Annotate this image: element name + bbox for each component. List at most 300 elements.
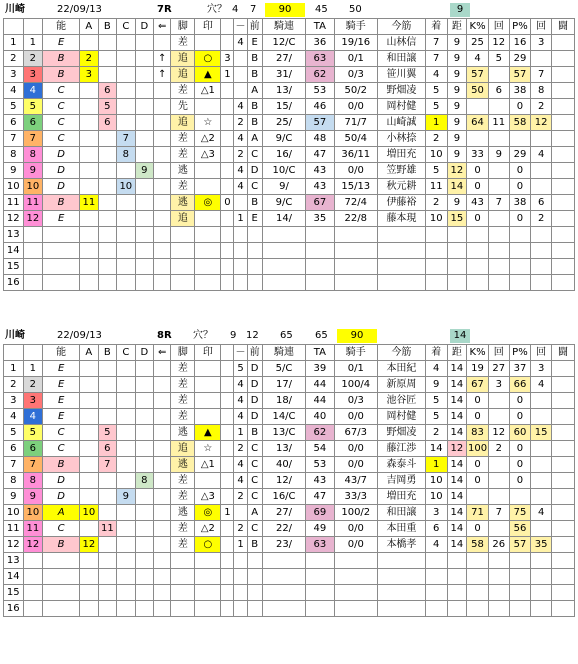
table-row: [4, 35, 575, 51]
cell-ml: [221, 275, 234, 291]
cell-mae: [247, 553, 262, 569]
cell-r1: [488, 473, 509, 489]
cell-kiren: [262, 585, 306, 601]
cell-kyori: [447, 585, 467, 601]
cell-ar: [154, 585, 171, 601]
cell-no: E: [43, 35, 80, 51]
cell-r1: 6: [488, 83, 509, 99]
cell-kiren: 12/C: [262, 35, 306, 51]
cell-to: [551, 409, 574, 425]
top-value-3: 50: [349, 4, 362, 15]
cell-ta: 57: [306, 115, 334, 131]
cell-m2: [234, 569, 247, 585]
cell-ta: 35: [306, 211, 334, 227]
cell-b: [98, 601, 116, 617]
cell-mark: [195, 35, 221, 51]
cell-ashi: 差: [171, 83, 195, 99]
cell-ashi: [171, 243, 195, 259]
cell-ar: [154, 227, 171, 243]
cell-ima: 岡村健: [378, 99, 426, 115]
cell-chaku: 5: [425, 409, 447, 425]
cell-ashi: [171, 259, 195, 275]
table-row: [4, 489, 575, 505]
cell-r1: [488, 99, 509, 115]
column-header: 騎手: [334, 345, 378, 361]
cell-d: [135, 409, 153, 425]
cell-mark: [195, 569, 221, 585]
cell-mark: △3: [195, 147, 221, 163]
cell-kiren: 15/: [262, 99, 306, 115]
cell-r2: [531, 163, 552, 179]
cell-d: [135, 425, 153, 441]
cell-r1: 5: [488, 51, 509, 67]
cell-ashi: [171, 601, 195, 617]
table-row: [4, 441, 575, 457]
cell-no: [43, 259, 80, 275]
cell-kishu: [334, 601, 378, 617]
cell-r2: [531, 601, 552, 617]
cell-c: [117, 227, 135, 243]
column-header: [221, 345, 234, 361]
cell-to: [551, 259, 574, 275]
cell-ta: 62: [306, 67, 334, 83]
cell-ml: [221, 259, 234, 275]
cell-w: [23, 569, 43, 585]
cell-r1: [488, 131, 509, 147]
cell-ashi: 逃: [171, 505, 195, 521]
cell-b: [98, 409, 116, 425]
cell-m2: 4: [234, 393, 247, 409]
cell-kishu: [334, 227, 378, 243]
cell-n: 16: [4, 275, 24, 291]
cell-c: [117, 259, 135, 275]
cell-ima: 野畑凌: [378, 83, 426, 99]
race-label: 7R: [157, 4, 172, 15]
table-row: [4, 147, 575, 163]
cell-ashi: 逃: [171, 457, 195, 473]
table-row: [4, 115, 575, 131]
cell-n: 4: [4, 409, 24, 425]
cell-chaku: [425, 601, 447, 617]
cell-k: 19: [467, 361, 489, 377]
cell-m2: 4: [234, 409, 247, 425]
ana-value-1: 4: [232, 4, 239, 15]
cell-kiren: [262, 569, 306, 585]
cell-k: 33: [467, 147, 489, 163]
cell-to: [551, 425, 574, 441]
cell-c: [117, 51, 135, 67]
ana-label: 穴？: [193, 330, 213, 341]
cell-d: [135, 553, 153, 569]
cell-c: [117, 243, 135, 259]
cell-ml: [221, 99, 234, 115]
cell-p: 29: [509, 147, 531, 163]
cell-k: 67: [467, 377, 489, 393]
cell-r1: [488, 569, 509, 585]
top-value-3: 90: [337, 329, 377, 343]
cell-n: 9: [4, 163, 24, 179]
cell-mark: [195, 211, 221, 227]
cell-kyori: 9: [447, 51, 467, 67]
cell-mae: C: [247, 457, 262, 473]
cell-w: 10: [23, 505, 43, 521]
cell-kiren: 13/C: [262, 425, 306, 441]
cell-a: 10: [80, 505, 98, 521]
cell-ashi: 差: [171, 489, 195, 505]
column-header: TA: [306, 19, 334, 35]
cell-mae: [247, 275, 262, 291]
table-row: [4, 51, 575, 67]
cell-k: 0: [467, 179, 489, 195]
cell-c: [117, 553, 135, 569]
cell-ar: [154, 147, 171, 163]
cell-ar: [154, 457, 171, 473]
cell-p: 0: [509, 409, 531, 425]
cell-ml: [221, 377, 234, 393]
cell-b: [98, 473, 116, 489]
cell-m2: 4: [234, 179, 247, 195]
cell-to: [551, 601, 574, 617]
cell-ml: [221, 361, 234, 377]
column-header: A: [80, 19, 98, 35]
column-header: [23, 19, 43, 35]
cell-k: [467, 569, 489, 585]
table-row: [4, 601, 575, 617]
cell-kishu: 36/11: [334, 147, 378, 163]
cell-b: [98, 51, 116, 67]
cell-ta: 47: [306, 489, 334, 505]
column-header: 騎連: [262, 345, 306, 361]
cell-ta: 46: [306, 99, 334, 115]
cell-d: [135, 243, 153, 259]
cell-n: 5: [4, 425, 24, 441]
race-header: [3, 2, 575, 18]
cell-ml: [221, 537, 234, 553]
cell-chaku: 2: [425, 425, 447, 441]
cell-a: [80, 585, 98, 601]
cell-ima: [378, 227, 426, 243]
cell-ar: [154, 163, 171, 179]
cell-mae: [247, 585, 262, 601]
cell-mae: B: [247, 425, 262, 441]
cell-kyori: 14: [447, 361, 467, 377]
cell-b: [98, 505, 116, 521]
cell-b: 11: [98, 521, 116, 537]
column-header: 今筋: [378, 345, 426, 361]
cell-b: 5: [98, 99, 116, 115]
cell-r1: 7: [488, 195, 509, 211]
cell-a: [80, 115, 98, 131]
cell-ima: [378, 259, 426, 275]
cell-to: [551, 211, 574, 227]
cell-kishu: 0/1: [334, 51, 378, 67]
cell-mark: ☆: [195, 115, 221, 131]
cell-w: 8: [23, 473, 43, 489]
cell-mark: [195, 585, 221, 601]
cell-p: 0: [509, 441, 531, 457]
cell-w: [23, 553, 43, 569]
cell-ashi: 差: [171, 537, 195, 553]
cell-n: 10: [4, 179, 24, 195]
cell-n: 7: [4, 131, 24, 147]
cell-kiren: 16/C: [262, 489, 306, 505]
cell-p: 57: [509, 537, 531, 553]
cell-chaku: 2: [425, 131, 447, 147]
cell-c: [117, 441, 135, 457]
cell-r1: [488, 409, 509, 425]
cell-ashi: [171, 275, 195, 291]
cell-kyori: [447, 227, 467, 243]
cell-p: [509, 569, 531, 585]
column-header: [4, 345, 24, 361]
cell-w: 9: [23, 163, 43, 179]
cell-r2: 4: [531, 147, 552, 163]
table-row: [4, 425, 575, 441]
cell-r2: 8: [531, 83, 552, 99]
cell-kishu: 0/0: [334, 409, 378, 425]
cell-no: [43, 569, 80, 585]
cell-b: [98, 195, 116, 211]
cell-ml: [221, 131, 234, 147]
cell-b: [98, 163, 116, 179]
cell-to: [551, 179, 574, 195]
cell-no: [43, 585, 80, 601]
table-row: [4, 259, 575, 275]
cell-n: 3: [4, 67, 24, 83]
cell-p: 57: [509, 67, 531, 83]
cell-ashi: 差: [171, 473, 195, 489]
cell-n: 8: [4, 473, 24, 489]
cell-w: [23, 227, 43, 243]
cell-to: [551, 537, 574, 553]
cell-chaku: 5: [425, 83, 447, 99]
cell-ar: [154, 377, 171, 393]
cell-k: [467, 275, 489, 291]
cell-r2: 7: [531, 67, 552, 83]
cell-n: 8: [4, 147, 24, 163]
cell-ta: 39: [306, 361, 334, 377]
cell-chaku: 9: [425, 377, 447, 393]
cell-p: [509, 275, 531, 291]
cell-p: 0: [509, 179, 531, 195]
cell-ta: 43: [306, 179, 334, 195]
cell-kiren: 27/: [262, 505, 306, 521]
cell-ta: [306, 585, 334, 601]
cell-r1: [488, 259, 509, 275]
cell-ashi: 逃: [171, 163, 195, 179]
cell-kyori: 9: [447, 67, 467, 83]
cell-c: 10: [117, 179, 135, 195]
cell-b: [98, 179, 116, 195]
cell-kiren: [262, 243, 306, 259]
cell-p: 37: [509, 361, 531, 377]
ana-value-1: 9: [230, 330, 237, 341]
cell-k: 25: [467, 35, 489, 51]
cell-b: [98, 537, 116, 553]
cell-r1: [488, 521, 509, 537]
column-header: 闘: [551, 19, 574, 35]
cell-mae: B: [247, 537, 262, 553]
cell-ima: 伊藤裕: [378, 195, 426, 211]
table-row: [4, 83, 575, 99]
cell-p: 38: [509, 195, 531, 211]
cell-ashi: [171, 227, 195, 243]
cell-to: [551, 553, 574, 569]
cell-w: [23, 243, 43, 259]
cell-kiren: 10/C: [262, 163, 306, 179]
cell-mae: [247, 259, 262, 275]
cell-a: [80, 425, 98, 441]
cell-ima: [378, 243, 426, 259]
cell-kyori: 14: [447, 179, 467, 195]
cell-b: [98, 259, 116, 275]
cell-kishu: 100/4: [334, 377, 378, 393]
cell-ta: 43: [306, 163, 334, 179]
cell-c: [117, 163, 135, 179]
cell-ta: 54: [306, 441, 334, 457]
race-table: [3, 18, 575, 291]
cell-ashi: 差: [171, 179, 195, 195]
cell-ml: [221, 243, 234, 259]
cell-ashi: 先: [171, 99, 195, 115]
cell-ar: ↑: [154, 67, 171, 83]
cell-c: [117, 115, 135, 131]
cell-chaku: 6: [425, 521, 447, 537]
cell-p: [509, 489, 531, 505]
table-row: [4, 275, 575, 291]
cell-a: [80, 377, 98, 393]
cell-ima: [378, 275, 426, 291]
cell-n: 2: [4, 377, 24, 393]
cell-k: 0: [467, 409, 489, 425]
cell-ima: 新原周: [378, 377, 426, 393]
cell-r1: 27: [488, 361, 509, 377]
cell-b: 6: [98, 83, 116, 99]
cell-m2: 4: [234, 99, 247, 115]
cell-mark: [195, 553, 221, 569]
cell-w: 5: [23, 425, 43, 441]
cell-kiren: 27/: [262, 51, 306, 67]
table-row: [4, 569, 575, 585]
cell-n: 11: [4, 195, 24, 211]
cell-ashi: 差: [171, 393, 195, 409]
cell-n: 1: [4, 361, 24, 377]
cell-k: 64: [467, 115, 489, 131]
cell-kiren: 25/: [262, 115, 306, 131]
cell-k: [467, 243, 489, 259]
cell-kishu: 100/2: [334, 505, 378, 521]
cell-chaku: 4: [425, 537, 447, 553]
cell-kyori: [447, 553, 467, 569]
cell-m2: 4: [234, 35, 247, 51]
cell-r2: 3: [531, 361, 552, 377]
cell-a: [80, 131, 98, 147]
cell-r2: [531, 441, 552, 457]
cell-kishu: 19/16: [334, 35, 378, 51]
cell-r2: [531, 243, 552, 259]
cell-to: [551, 99, 574, 115]
cell-ml: [221, 521, 234, 537]
cell-ashi: 追: [171, 51, 195, 67]
cell-r2: [531, 457, 552, 473]
cell-p: 56: [509, 521, 531, 537]
cell-kishu: 72/4: [334, 195, 378, 211]
column-header: 脚: [171, 19, 195, 35]
cell-ml: [221, 489, 234, 505]
cell-b: 6: [98, 441, 116, 457]
cell-ima: 藤江渉: [378, 441, 426, 457]
cell-kyori: [447, 243, 467, 259]
cell-no: D: [43, 489, 80, 505]
cell-b: [98, 393, 116, 409]
cell-m2: 1: [234, 537, 247, 553]
cell-kyori: 14: [447, 457, 467, 473]
cell-p: 0: [509, 99, 531, 115]
cell-w: 6: [23, 441, 43, 457]
table-row: [4, 393, 575, 409]
column-header: 着: [425, 345, 447, 361]
cell-ar: [154, 83, 171, 99]
cell-mark: [195, 473, 221, 489]
cell-n: 4: [4, 83, 24, 99]
column-header: 距: [447, 345, 467, 361]
cell-chaku: [425, 569, 447, 585]
cell-m2: 2: [234, 147, 247, 163]
cell-r2: [531, 553, 552, 569]
cell-b: [98, 67, 116, 83]
cell-r1: [488, 179, 509, 195]
cell-k: [467, 99, 489, 115]
cell-kyori: 9: [447, 147, 467, 163]
cell-to: [551, 361, 574, 377]
cell-to: [551, 521, 574, 537]
cell-ima: [378, 553, 426, 569]
cell-w: 6: [23, 115, 43, 131]
cell-ar: [154, 521, 171, 537]
cell-k: 57: [467, 67, 489, 83]
cell-b: [98, 489, 116, 505]
cell-ima: 山林信: [378, 35, 426, 51]
cell-no: E: [43, 361, 80, 377]
cell-p: 60: [509, 425, 531, 441]
cell-kishu: 0/0: [334, 163, 378, 179]
cell-ta: 69: [306, 505, 334, 521]
cell-ashi: 逃: [171, 195, 195, 211]
cell-ar: [154, 553, 171, 569]
cell-a: [80, 211, 98, 227]
cell-r1: [488, 457, 509, 473]
cell-chaku: 5: [425, 163, 447, 179]
cell-kyori: 14: [447, 489, 467, 505]
cell-mark: [195, 393, 221, 409]
cell-ashi: 差: [171, 409, 195, 425]
cell-m2: 4: [234, 473, 247, 489]
cell-ima: 岡村健: [378, 409, 426, 425]
cell-r1: [488, 227, 509, 243]
cell-mae: [247, 243, 262, 259]
cell-n: 1: [4, 35, 24, 51]
cell-r2: [531, 569, 552, 585]
cell-w: 1: [23, 35, 43, 51]
cell-k: 0: [467, 211, 489, 227]
cell-b: [98, 131, 116, 147]
cell-no: C: [43, 99, 80, 115]
cell-chaku: 4: [425, 361, 447, 377]
column-header: 騎連: [262, 19, 306, 35]
cell-kishu: 71/7: [334, 115, 378, 131]
cell-a: [80, 457, 98, 473]
cell-m2: 4: [234, 377, 247, 393]
